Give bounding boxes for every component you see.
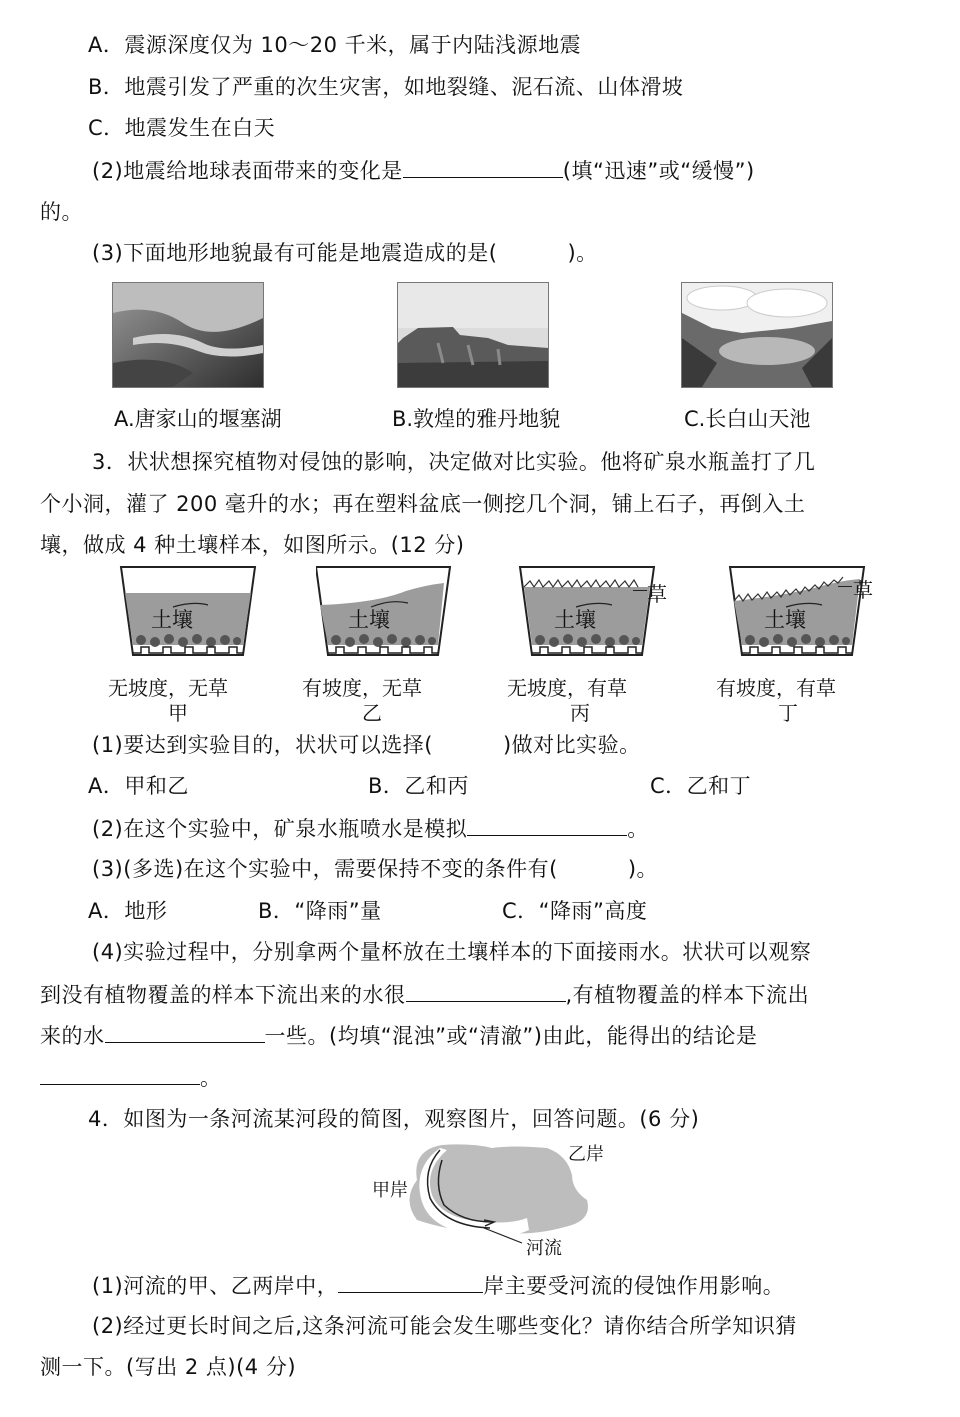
answer-blank[interactable] (105, 1020, 265, 1043)
q3-part2-text: (2)在这个实验中，矿泉水瓶喷水是模拟 (92, 817, 468, 841)
sample-name-yi: 乙 (362, 701, 382, 725)
grass-pointer (838, 586, 852, 587)
sample-name-jia: 甲 (168, 701, 188, 725)
soil-label: 土壤 (764, 608, 806, 632)
q3-part1-end: )做对比实验。 (502, 733, 641, 757)
q3-intro-line1: 3．状状想探究植物对侵蚀的影响，决定做对比实验。他将矿泉水瓶盖打了几 (92, 450, 816, 474)
q3-part3-option-a: A．地形 (88, 899, 168, 923)
q3-part1 (92, 730, 641, 760)
q4-part1-text: (1)河流的甲、乙两岸中， (92, 1274, 339, 1298)
sample-name-bing: 丙 (570, 701, 590, 725)
photo-caption-b: B.敦煌的雅丹地貌 (392, 407, 561, 431)
q2-part2 (92, 155, 755, 186)
q3-part3 (92, 854, 658, 884)
photo-caption-c: C.长白山天池 (684, 407, 811, 431)
q3-part1-option-a: A．甲和乙 (88, 774, 189, 798)
q3-part3-option-b: B．“降雨”量 (258, 899, 382, 923)
soil-label: 土壤 (554, 608, 596, 632)
q3-part4-line2-text: 到没有植物覆盖的样本下流出来的水很 (40, 983, 406, 1007)
sample-name-ding: 丁 (778, 701, 798, 725)
q4-intro: 4．如图为一条河流某河段的简图，观察图片，回答问题。(6 分) (88, 1107, 700, 1131)
q3-part1-text: (1)要达到实验目的，状状可以选择( (92, 733, 433, 757)
q3-part4-line2 (40, 979, 809, 1010)
q3-part3-end: )。 (627, 857, 659, 881)
answer-blank[interactable] (403, 155, 563, 178)
q2-part2-end: 的。 (40, 200, 83, 224)
soil-label: 土壤 (151, 608, 193, 632)
sample-desc-ding: 有坡度，有草 (716, 676, 836, 700)
photo-tangjiashan-lake (112, 282, 264, 388)
q4-part2-line2: 测一下。(写出 2 点)(4 分) (40, 1355, 297, 1379)
q3-part1-option-b: B．乙和丙 (368, 774, 469, 798)
answer-blank[interactable] (467, 813, 627, 836)
q3-part1-option-c: C．乙和丁 (650, 774, 752, 798)
q2-part3-end: )。 (567, 241, 598, 265)
q2-option-c: C．地震发生在白天 (88, 116, 276, 140)
q3-part4-line1: (4)实验过程中，分别拿两个量杯放在土壤样本的下面接雨水。状状可以观察 (92, 940, 812, 964)
grass-pointer (633, 590, 647, 591)
q3-part2 (92, 813, 649, 844)
q2-option-b: B．地震引发了严重的次生灾害，如地裂缝、泥石流、山体滑坡 (88, 75, 684, 99)
q3-part4-line4 (40, 1062, 222, 1093)
sample-desc-bing: 无坡度，有草 (507, 676, 627, 700)
bank-b-label: 乙岸 (568, 1144, 604, 1165)
bank-a-label: 甲岸 (372, 1180, 408, 1201)
q3-part2-end: 。 (627, 817, 649, 841)
q4-part1-end: 岸主要受河流的侵蚀作用影响。 (483, 1274, 785, 1298)
q3-part4-line2-end: ,有植物覆盖的样本下流出 (565, 983, 810, 1007)
soil-label: 土壤 (348, 608, 390, 632)
q4-part2-line1: (2)经过更长时间之后,这条河流可能会发生哪些变化？请你结合所学知识猜 (92, 1314, 797, 1338)
answer-blank[interactable] (338, 1270, 483, 1293)
q3-part4-line3 (40, 1020, 757, 1051)
sample-desc-yi: 有坡度，无草 (302, 676, 422, 700)
photo-yardang-landform (397, 282, 549, 388)
q3-part4-line3-end: 一些。(均填“混浊”或“清澈”)由此，能得出的结论是 (264, 1024, 758, 1048)
grass-label: 草 (647, 582, 667, 606)
photo-caption-a: A.唐家山的堰塞湖 (114, 407, 282, 431)
q3-part3-text: (3)(多选)在这个实验中，需要保持不变的条件有( (92, 857, 558, 881)
photo-changbaishan-tianchi (681, 282, 833, 388)
q2-part2-text: (2)地震给地球表面带来的变化是 (92, 159, 403, 183)
q2-part2-hint: (填“迅速”或“缓慢”) (562, 159, 755, 183)
q4-part1 (92, 1270, 784, 1301)
sample-desc-jia: 无坡度，无草 (108, 676, 228, 700)
q3-intro-line3: 壤，做成 4 种土壤样本，如图所示。(12 分) (40, 533, 465, 557)
q3-part4-line4-end: 。 (200, 1066, 222, 1090)
q2-part3 (92, 238, 598, 268)
answer-blank[interactable] (40, 1062, 200, 1085)
answer-blank[interactable] (406, 979, 566, 1002)
q2-option-a: A．震源深度仅为 10～20 千米，属于内陆浅源地震 (88, 33, 582, 57)
river-label: 河流 (526, 1238, 562, 1259)
q3-part4-line3-text: 来的水 (40, 1024, 105, 1048)
q3-part3-option-c: C．“降雨”高度 (502, 899, 648, 923)
q3-intro-line2: 个小洞，灌了 200 毫升的水；再在塑料盆底一侧挖几个洞，铺上石子，再倒入土 (40, 492, 806, 516)
grass-label: 草 (853, 578, 873, 602)
q2-part3-text: (3)下面地形地貌最有可能是地震造成的是( (92, 241, 498, 265)
